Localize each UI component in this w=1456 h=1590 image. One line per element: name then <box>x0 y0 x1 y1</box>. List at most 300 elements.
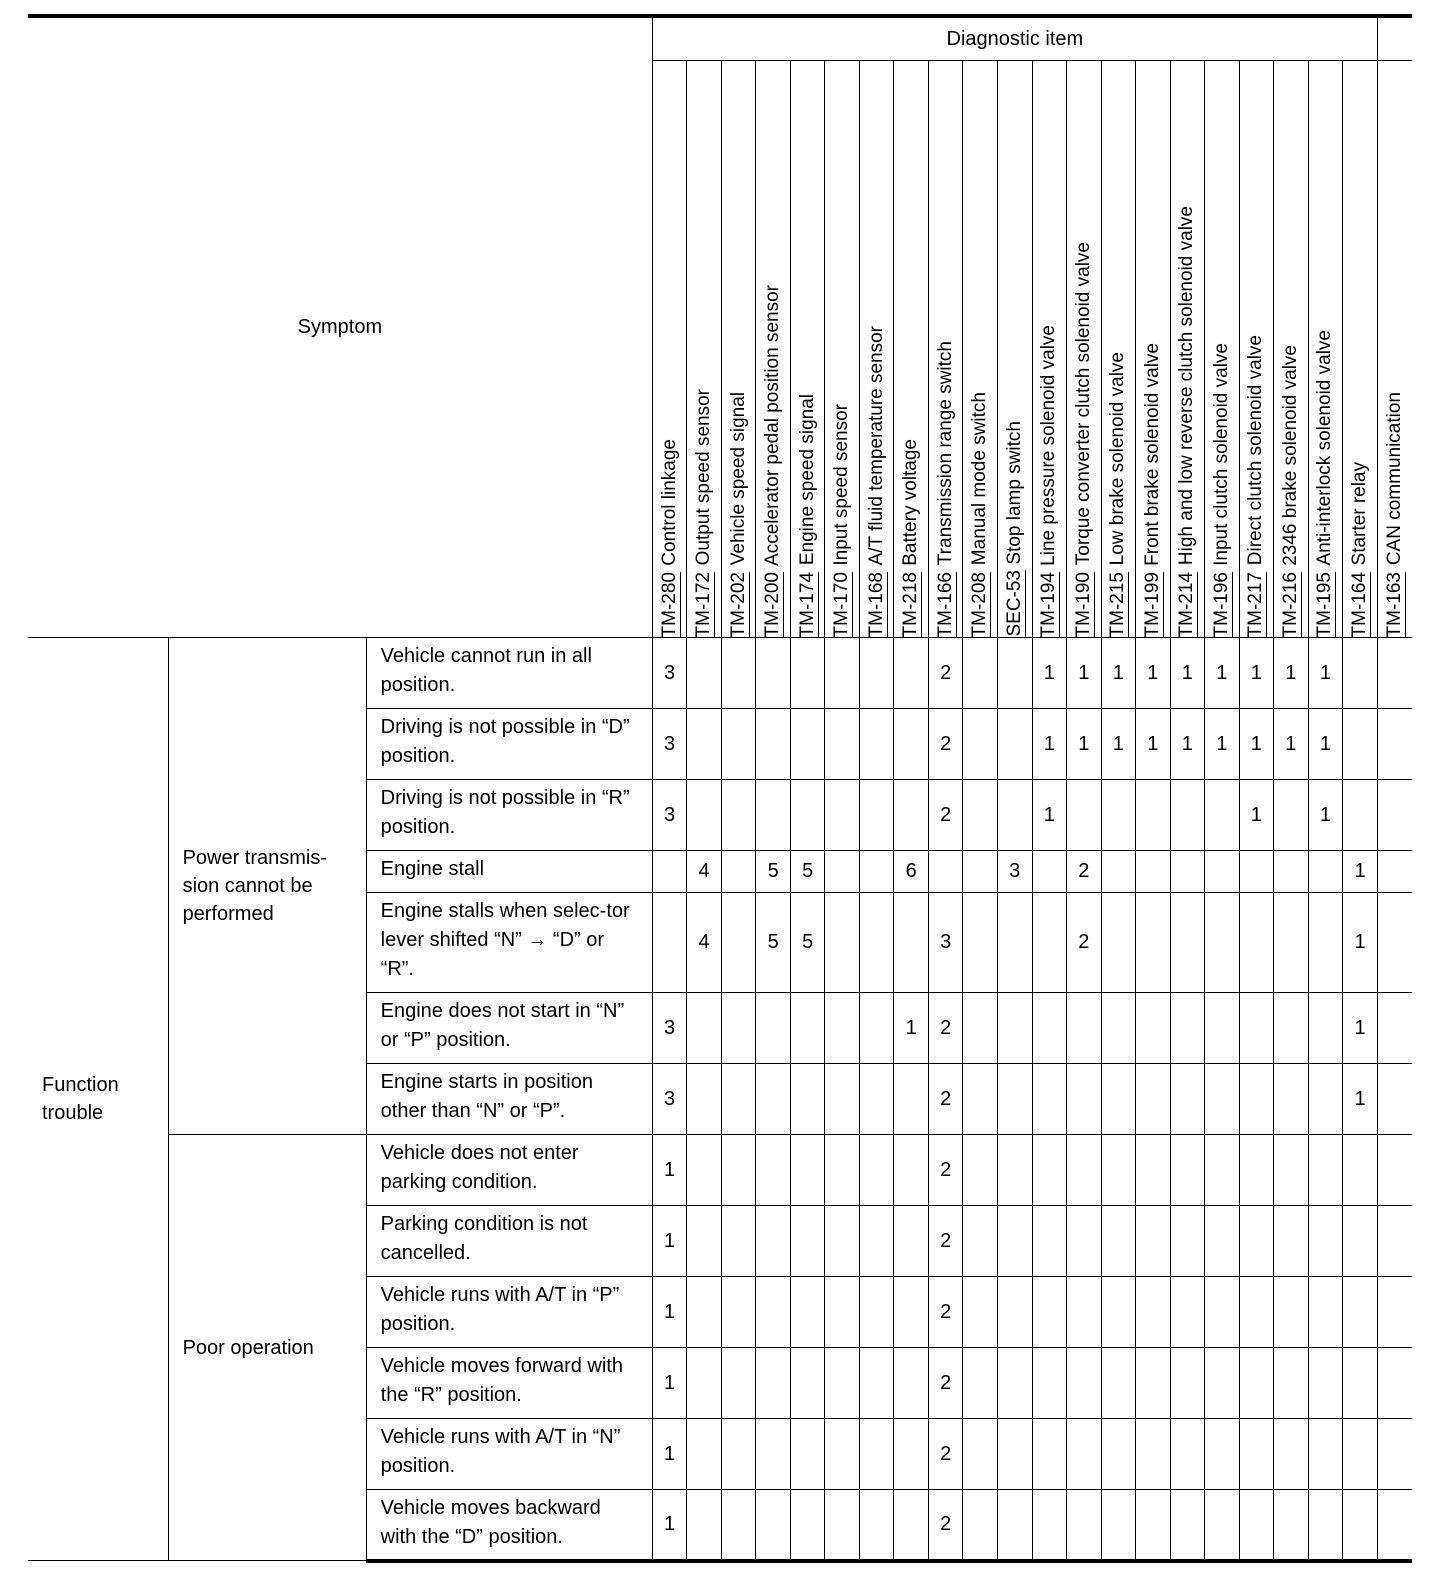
diagnostic-item-name: Accelerator pedal position sensor <box>762 284 784 566</box>
diagnostic-item-name: 2346 brake solenoid valve <box>1279 344 1301 566</box>
priority-value-cell <box>1205 1206 1240 1277</box>
priority-value-cell <box>1343 1277 1378 1348</box>
priority-value-cell: 2 <box>1067 893 1102 993</box>
diagnostic-item-name: Battery voltage <box>900 438 922 566</box>
group-label-cell: Poor operation <box>168 1135 366 1561</box>
diagnostic-column-header <box>1136 61 1171 638</box>
diagnostic-column-header <box>1067 61 1102 638</box>
priority-value-cell: 1 <box>652 1419 687 1490</box>
priority-value-cell <box>825 1064 860 1135</box>
reference-page-link[interactable]: TM-190 <box>1072 571 1094 637</box>
priority-value-cell <box>1274 893 1309 993</box>
priority-value-cell <box>1170 780 1205 851</box>
diagnostic-item-name: Direct clutch solenoid valve <box>1245 335 1267 566</box>
diagnostic-column-header <box>1101 61 1136 638</box>
priority-value-cell: 1 <box>1067 638 1102 709</box>
priority-value-cell <box>756 638 791 709</box>
reference-page-link[interactable]: TM-196 <box>1210 571 1232 637</box>
priority-value-cell <box>756 1348 791 1419</box>
priority-value-cell <box>1239 893 1274 993</box>
priority-value-cell <box>1377 780 1412 851</box>
priority-value-cell <box>1239 1064 1274 1135</box>
symptom-cell: Engine does not start in “N” or “P” position. <box>366 993 652 1064</box>
priority-value-cell <box>1274 1490 1309 1561</box>
priority-value-cell <box>652 851 687 893</box>
priority-value-cell: 2 <box>928 709 963 780</box>
diagnostic-column-header <box>825 61 860 638</box>
diagnostic-column-header <box>894 61 929 638</box>
reference-page-link[interactable]: TM-217 <box>1245 571 1267 637</box>
priority-value-cell <box>1308 1490 1343 1561</box>
priority-value-cell <box>1343 1135 1378 1206</box>
priority-value-cell <box>1136 1135 1171 1206</box>
priority-value-cell <box>1205 1348 1240 1419</box>
priority-value-cell: 1 <box>1274 709 1309 780</box>
diagnostic-column-header <box>1308 61 1343 638</box>
priority-value-cell <box>790 780 825 851</box>
priority-value-cell <box>721 1206 756 1277</box>
priority-value-cell <box>1101 1206 1136 1277</box>
priority-value-cell: 1 <box>1239 638 1274 709</box>
priority-value-cell: 5 <box>790 851 825 893</box>
diagnostic-item-name: Transmission range switch <box>934 341 956 566</box>
priority-value-cell: 1 <box>652 1490 687 1561</box>
priority-value-cell <box>928 851 963 893</box>
priority-value-cell <box>894 893 929 993</box>
priority-value-cell <box>1377 1348 1412 1419</box>
symptom-cell: Driving is not possible in “R” position. <box>366 780 652 851</box>
priority-value-cell <box>790 709 825 780</box>
priority-value-cell <box>1205 893 1240 993</box>
priority-value-cell: 1 <box>1170 638 1205 709</box>
priority-value-cell <box>756 1064 791 1135</box>
priority-value-cell: 1 <box>1308 638 1343 709</box>
reference-page-link[interactable]: TM-199 <box>1141 571 1163 637</box>
priority-value-cell: 3 <box>652 780 687 851</box>
priority-value-cell <box>825 1206 860 1277</box>
priority-value-cell <box>963 993 998 1064</box>
symptom-cell: Vehicle moves forward with the “R” position. <box>366 1348 652 1419</box>
priority-value-cell: 2 <box>928 1348 963 1419</box>
diagnostic-item-name: Front brake solenoid valve <box>1141 342 1163 566</box>
priority-value-cell <box>721 893 756 993</box>
priority-value-cell <box>997 1064 1032 1135</box>
priority-value-cell <box>721 638 756 709</box>
priority-value-cell <box>963 709 998 780</box>
priority-value-cell: 3 <box>652 1064 687 1135</box>
priority-value-cell: 2 <box>928 1206 963 1277</box>
priority-value-cell <box>790 1419 825 1490</box>
priority-value-cell <box>790 1348 825 1419</box>
priority-value-cell <box>1239 1277 1274 1348</box>
priority-value-cell <box>721 1419 756 1490</box>
priority-value-cell <box>1377 638 1412 709</box>
priority-value-cell <box>1032 1419 1067 1490</box>
priority-value-cell <box>825 780 860 851</box>
reference-page-link[interactable]: TM-168 <box>865 571 887 637</box>
priority-value-cell <box>1377 851 1412 893</box>
priority-value-cell <box>1239 851 1274 893</box>
diagnostic-item-name: Control linkage <box>658 438 680 566</box>
reference-page-link[interactable]: TM-174 <box>796 571 818 637</box>
priority-value-cell <box>859 1135 894 1206</box>
priority-value-cell <box>687 1135 722 1206</box>
diagnostic-column-header <box>1274 61 1309 638</box>
priority-value-cell <box>687 780 722 851</box>
priority-value-cell: 1 <box>1308 780 1343 851</box>
priority-value-cell: 1 <box>652 1277 687 1348</box>
priority-value-cell <box>963 1277 998 1348</box>
priority-value-cell <box>1308 1277 1343 1348</box>
diagnostic-column-header <box>963 61 998 638</box>
priority-value-cell <box>1170 1135 1205 1206</box>
priority-value-cell <box>721 1490 756 1561</box>
diagnostic-item-name: Torque converter clutch solenoid valve <box>1072 242 1094 566</box>
priority-value-cell <box>1170 1419 1205 1490</box>
priority-value-cell <box>859 1277 894 1348</box>
priority-value-cell <box>1067 1348 1102 1419</box>
priority-value-cell: 1 <box>1032 709 1067 780</box>
priority-value-cell <box>687 1348 722 1419</box>
priority-value-cell: 1 <box>1032 780 1067 851</box>
priority-value-cell <box>1343 780 1378 851</box>
priority-value-cell <box>859 1206 894 1277</box>
priority-value-cell <box>963 1348 998 1419</box>
priority-value-cell <box>1308 993 1343 1064</box>
reference-page-link[interactable]: TM-164 <box>1349 571 1371 637</box>
symptom-cell: Driving is not possible in “D” position. <box>366 709 652 780</box>
priority-value-cell <box>825 1135 860 1206</box>
priority-value-cell <box>1101 1348 1136 1419</box>
priority-value-cell <box>1170 1348 1205 1419</box>
priority-value-cell <box>756 709 791 780</box>
priority-value-cell <box>1136 993 1171 1064</box>
priority-value-cell: 5 <box>756 893 791 993</box>
blank-header-cell <box>1377 16 1412 61</box>
priority-value-cell <box>756 780 791 851</box>
reference-page-link[interactable]: TM-214 <box>1176 571 1198 637</box>
priority-value-cell: 1 <box>1343 993 1378 1064</box>
priority-value-cell: 2 <box>928 1490 963 1561</box>
priority-value-cell <box>1205 1419 1240 1490</box>
diagnostic-column-header <box>687 61 722 638</box>
priority-value-cell: 5 <box>790 893 825 993</box>
priority-value-cell <box>1274 1135 1309 1206</box>
priority-value-cell <box>721 1135 756 1206</box>
symptom-cell: Engine stalls when selec-tor lever shifted “N” → “D” or “R”. <box>366 893 652 993</box>
priority-value-cell <box>1032 993 1067 1064</box>
priority-value-cell <box>1377 1135 1412 1206</box>
priority-value-cell <box>963 1490 998 1561</box>
priority-value-cell: 1 <box>1308 709 1343 780</box>
priority-value-cell <box>1205 851 1240 893</box>
priority-value-cell <box>963 780 998 851</box>
reference-page-link[interactable]: TM-280 <box>658 571 680 637</box>
priority-value-cell <box>997 1206 1032 1277</box>
diagnostic-item-name: Starter relay <box>1349 462 1371 566</box>
symptom-cell: Vehicle cannot run in all position. <box>366 638 652 709</box>
reference-page-link[interactable]: TM-216 <box>1279 571 1301 637</box>
priority-value-cell <box>1205 1064 1240 1135</box>
priority-value-cell <box>1067 1206 1102 1277</box>
priority-value-cell <box>1308 893 1343 993</box>
priority-value-cell <box>721 993 756 1064</box>
priority-value-cell <box>1101 1135 1136 1206</box>
diagnostic-matrix-table <box>28 14 1412 1563</box>
priority-value-cell <box>1205 1135 1240 1206</box>
priority-value-cell <box>1170 893 1205 993</box>
priority-value-cell <box>687 1206 722 1277</box>
priority-value-cell <box>1170 993 1205 1064</box>
priority-value-cell <box>790 1490 825 1561</box>
priority-value-cell <box>1274 993 1309 1064</box>
diagnostic-column-header <box>721 61 756 638</box>
priority-value-cell: 1 <box>1032 638 1067 709</box>
priority-value-cell <box>652 893 687 993</box>
category-cell: Function trouble <box>28 638 168 1561</box>
priority-value-cell <box>1308 1135 1343 1206</box>
priority-value-cell <box>756 1206 791 1277</box>
priority-value-cell <box>997 1419 1032 1490</box>
priority-value-cell <box>1170 851 1205 893</box>
priority-value-cell <box>1101 993 1136 1064</box>
priority-value-cell: 1 <box>652 1206 687 1277</box>
reference-page-link[interactable]: TM-218 <box>900 571 922 637</box>
diagnostic-item-name: Low brake solenoid valve <box>1107 352 1129 566</box>
reference-page-link[interactable]: TM-194 <box>1038 571 1060 637</box>
reference-page-link[interactable]: TM-166 <box>934 571 956 637</box>
priority-value-cell <box>859 1064 894 1135</box>
priority-value-cell: 1 <box>1205 709 1240 780</box>
symptom-cell: Engine starts in position other than “N” or “P”. <box>366 1064 652 1135</box>
priority-value-cell <box>790 1064 825 1135</box>
priority-value-cell <box>894 1490 929 1561</box>
priority-value-cell <box>1032 1348 1067 1419</box>
priority-value-cell <box>790 638 825 709</box>
reference-page-link[interactable]: TM-202 <box>727 571 749 637</box>
diagnostic-item-name: Manual mode switch <box>969 392 991 566</box>
priority-value-cell <box>687 709 722 780</box>
priority-value-cell: 1 <box>1274 638 1309 709</box>
symptom-cell: Vehicle runs with A/T in “P” position. <box>366 1277 652 1348</box>
priority-value-cell <box>997 1277 1032 1348</box>
symptom-cell: Parking condition is not cancelled. <box>366 1206 652 1277</box>
priority-value-cell <box>721 851 756 893</box>
priority-value-cell <box>894 709 929 780</box>
priority-value-cell: 2 <box>928 1135 963 1206</box>
priority-value-cell: 3 <box>652 993 687 1064</box>
priority-value-cell <box>1101 1490 1136 1561</box>
reference-page-link[interactable]: TM-170 <box>831 571 853 637</box>
priority-value-cell <box>1239 1348 1274 1419</box>
priority-value-cell <box>721 1348 756 1419</box>
priority-value-cell <box>894 1348 929 1419</box>
priority-value-cell <box>1170 1064 1205 1135</box>
priority-value-cell <box>1101 1064 1136 1135</box>
priority-value-cell <box>1032 851 1067 893</box>
reference-page-link[interactable]: TM-215 <box>1107 571 1129 637</box>
priority-value-cell <box>1032 1135 1067 1206</box>
priority-value-cell: 1 <box>894 993 929 1064</box>
table-row <box>28 1135 1412 1206</box>
priority-value-cell <box>721 1064 756 1135</box>
priority-value-cell: 1 <box>1205 638 1240 709</box>
priority-value-cell <box>721 709 756 780</box>
priority-value-cell <box>1067 1064 1102 1135</box>
diagnostic-item-header: Diagnostic item <box>652 16 1377 61</box>
diagnostic-column-header <box>997 61 1032 638</box>
priority-value-cell <box>963 851 998 893</box>
diagnostic-column-header <box>1343 61 1378 638</box>
priority-value-cell <box>1136 1064 1171 1135</box>
priority-value-cell <box>859 638 894 709</box>
reference-page-link[interactable]: TM-163 <box>1383 571 1405 637</box>
priority-value-cell <box>1032 893 1067 993</box>
reference-page-link[interactable]: TM-172 <box>693 571 715 637</box>
priority-value-cell <box>894 1064 929 1135</box>
priority-value-cell <box>1239 1206 1274 1277</box>
priority-value-cell <box>1205 1490 1240 1561</box>
priority-value-cell: 2 <box>928 1419 963 1490</box>
priority-value-cell <box>894 638 929 709</box>
reference-page-link[interactable]: TM-195 <box>1314 571 1336 637</box>
diagnostic-column-header <box>756 61 791 638</box>
priority-value-cell <box>1274 1348 1309 1419</box>
priority-value-cell: 2 <box>928 638 963 709</box>
priority-value-cell <box>1101 893 1136 993</box>
diagnostic-item-name: CAN communication <box>1383 392 1405 566</box>
priority-value-cell <box>756 993 791 1064</box>
priority-value-cell <box>756 1490 791 1561</box>
priority-value-cell <box>1343 1348 1378 1419</box>
priority-value-cell <box>1308 851 1343 893</box>
symptom-cell: Engine stall <box>366 851 652 893</box>
priority-value-cell <box>859 709 894 780</box>
priority-value-cell <box>894 1135 929 1206</box>
priority-value-cell <box>1205 1277 1240 1348</box>
priority-value-cell <box>1067 1277 1102 1348</box>
priority-value-cell <box>1308 1419 1343 1490</box>
diagnostic-column-header <box>652 61 687 638</box>
priority-value-cell: 3 <box>652 709 687 780</box>
priority-value-cell <box>1170 1490 1205 1561</box>
priority-value-cell <box>997 1135 1032 1206</box>
priority-value-cell: 3 <box>997 851 1032 893</box>
priority-value-cell: 1 <box>1136 709 1171 780</box>
priority-value-cell <box>1032 1277 1067 1348</box>
symptom-cell: Vehicle runs with A/T in “N” position. <box>366 1419 652 1490</box>
priority-value-cell <box>1343 638 1378 709</box>
priority-value-cell: 5 <box>756 851 791 893</box>
priority-value-cell: 1 <box>1343 851 1378 893</box>
priority-value-cell <box>1136 1348 1171 1419</box>
priority-value-cell <box>790 1206 825 1277</box>
priority-value-cell: 2 <box>928 1064 963 1135</box>
diagnostic-item-name: Vehicle speed signal <box>727 392 749 566</box>
priority-value-cell <box>825 993 860 1064</box>
priority-value-cell <box>825 851 860 893</box>
priority-value-cell <box>894 1277 929 1348</box>
priority-value-cell: 1 <box>1239 709 1274 780</box>
priority-value-cell <box>963 1064 998 1135</box>
priority-value-cell: 3 <box>652 638 687 709</box>
priority-value-cell <box>790 1277 825 1348</box>
priority-value-cell <box>1067 1135 1102 1206</box>
priority-value-cell <box>963 893 998 993</box>
priority-value-cell: 1 <box>652 1135 687 1206</box>
symptom-cell: Vehicle moves backward with the “D” position. <box>366 1490 652 1561</box>
priority-value-cell <box>687 993 722 1064</box>
priority-value-cell <box>825 709 860 780</box>
priority-value-cell <box>687 1490 722 1561</box>
priority-value-cell <box>859 780 894 851</box>
priority-value-cell <box>756 1419 791 1490</box>
priority-value-cell <box>1239 1490 1274 1561</box>
priority-value-cell: 1 <box>1239 780 1274 851</box>
priority-value-cell <box>1067 993 1102 1064</box>
priority-value-cell <box>1239 1135 1274 1206</box>
priority-value-cell <box>1343 1206 1378 1277</box>
priority-value-cell <box>859 993 894 1064</box>
priority-value-cell <box>859 1348 894 1419</box>
diagnostic-column-header <box>1032 61 1067 638</box>
priority-value-cell <box>1032 1064 1067 1135</box>
priority-value-cell: 6 <box>894 851 929 893</box>
reference-page-link[interactable]: TM-208 <box>969 571 991 637</box>
priority-value-cell <box>997 709 1032 780</box>
priority-value-cell <box>825 1277 860 1348</box>
priority-value-cell <box>1377 1419 1412 1490</box>
priority-value-cell <box>1377 1206 1412 1277</box>
priority-value-cell <box>997 638 1032 709</box>
priority-value-cell: 3 <box>928 893 963 993</box>
priority-value-cell <box>1274 780 1309 851</box>
priority-value-cell <box>997 993 1032 1064</box>
priority-value-cell <box>1377 1277 1412 1348</box>
priority-value-cell <box>1274 851 1309 893</box>
diagnostic-item-name: High and low reverse clutch solenoid valve <box>1176 206 1198 566</box>
priority-value-cell <box>1067 1490 1102 1561</box>
priority-value-cell: 4 <box>687 851 722 893</box>
priority-value-cell <box>1239 1419 1274 1490</box>
priority-value-cell <box>825 638 860 709</box>
priority-value-cell: 1 <box>1101 709 1136 780</box>
priority-value-cell <box>1343 709 1378 780</box>
diagnostic-column-header <box>859 61 894 638</box>
priority-value-cell <box>1308 1348 1343 1419</box>
priority-value-cell: 1 <box>1101 638 1136 709</box>
priority-value-cell <box>1101 780 1136 851</box>
priority-value-cell <box>825 1419 860 1490</box>
priority-value-cell <box>1308 1064 1343 1135</box>
priority-value-cell <box>1343 1490 1378 1561</box>
priority-value-cell <box>859 1490 894 1561</box>
reference-page-link[interactable]: SEC-53 <box>1003 570 1025 637</box>
priority-value-cell <box>687 1277 722 1348</box>
priority-value-cell <box>997 1490 1032 1561</box>
reference-page-link[interactable]: TM-200 <box>762 571 784 637</box>
diagnostic-column-header <box>928 61 963 638</box>
priority-value-cell <box>997 1348 1032 1419</box>
priority-value-cell <box>894 780 929 851</box>
priority-value-cell <box>1205 993 1240 1064</box>
priority-value-cell <box>1032 1206 1067 1277</box>
priority-value-cell <box>1239 993 1274 1064</box>
priority-value-cell <box>1101 1277 1136 1348</box>
priority-value-cell <box>997 893 1032 993</box>
priority-value-cell <box>721 780 756 851</box>
priority-value-cell <box>1205 780 1240 851</box>
